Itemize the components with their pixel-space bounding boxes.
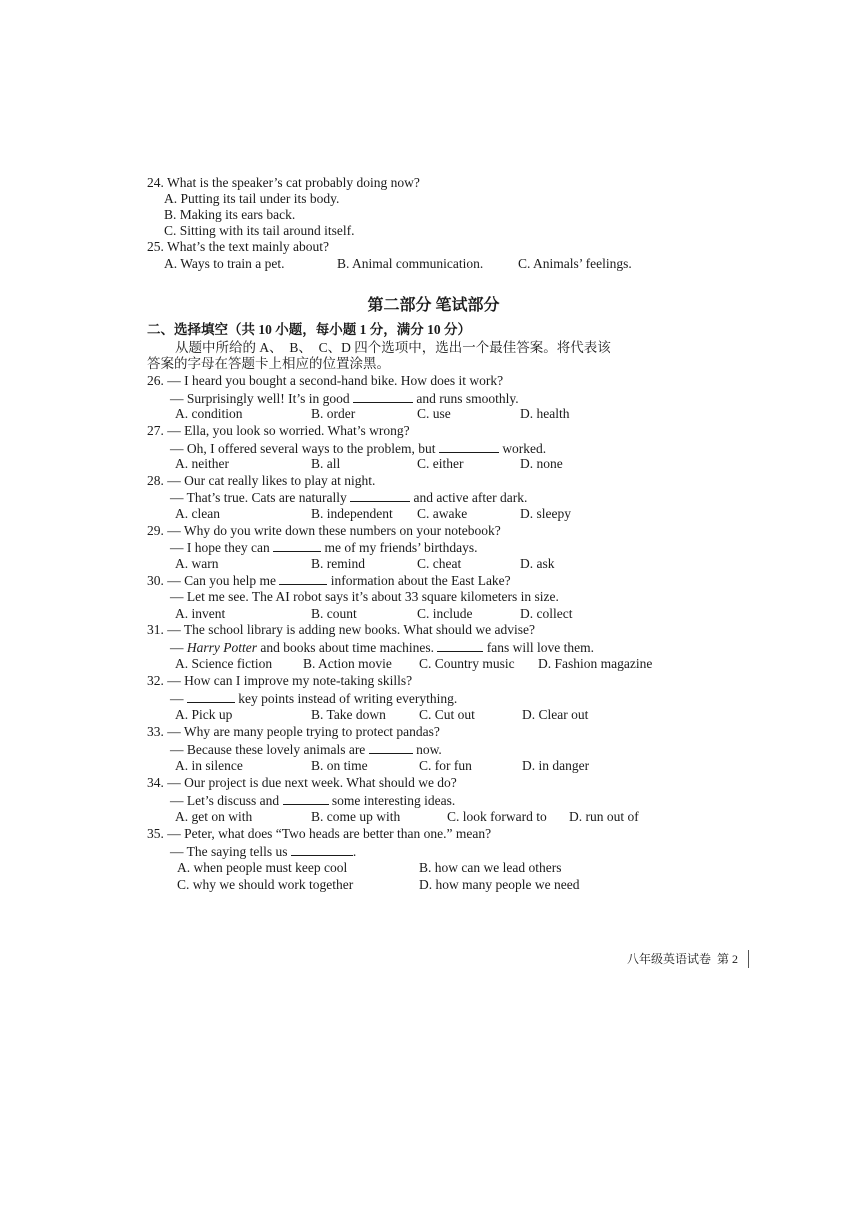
page-footer: 八年级英语试卷 第 2	[627, 952, 742, 966]
question-30-line-1: 30. — Can you help me information about the East Lake?	[147, 573, 511, 588]
question-32-option-b: B. Take down	[311, 707, 386, 722]
question-33-line-1: 33. — Why are many people trying to protect pandas?	[147, 724, 440, 739]
question-31-line-1: 31. — The school library is adding new books. What should we advise?	[147, 622, 535, 637]
question-32-line-2: — key points instead of writing everything.	[170, 691, 458, 706]
section-instruction-line-2: 答案的字母在答题卡上相应的位置涂黑。	[147, 356, 390, 371]
question-28-option-c: C. awake	[417, 506, 468, 521]
answer-blank	[369, 741, 413, 754]
question-29-option-b: B. remind	[311, 556, 365, 571]
question-28-option-a: A. clean	[175, 506, 220, 521]
question-33-option-a: A. in silence	[175, 758, 243, 773]
question-33-option-b: B. on time	[311, 758, 368, 773]
answer-blank	[353, 390, 413, 403]
answer-blank	[187, 690, 235, 703]
question-26-option-b: B. order	[311, 406, 356, 421]
question-33-line-2: — Because these lovely animals are now.	[170, 742, 442, 757]
question-28-line-2: — That’s true. Cats are naturally and active after dark.	[170, 490, 528, 505]
question-27-line-1: 27. — Ella, you look so worried. What’s wrong?	[147, 423, 410, 438]
question-30-option-b: B. count	[311, 606, 357, 621]
question-35-line-2: — The saying tells us .	[170, 844, 357, 859]
question-34-option-c: C. look forward to	[447, 809, 547, 824]
question-29-line-1: 29. — Why do you write down these numbers on your notebook?	[147, 523, 501, 538]
question-27-option-b: B. all	[311, 456, 341, 471]
question-34-line-2: — Let’s discuss and some interesting ideas.	[170, 793, 456, 808]
question-26-line-2: — Surprisingly well! It’s in good and runs smoothly.	[170, 391, 519, 406]
question-28-option-b: B. independent	[311, 506, 393, 521]
question-31-option-a: A. Science fiction	[175, 656, 273, 671]
question-35-option-d: D. how many people we need	[419, 877, 580, 892]
question-32-line-1: 32. — How can I improve my note-taking skills?	[147, 673, 413, 688]
section-instruction-line-1: 从题中所给的 A、 B、 C、D 四个选项中，选出一个最佳答案。将代表该	[175, 340, 611, 355]
question-33-option-c: C. for fun	[419, 758, 472, 773]
question-26-option-a: A. condition	[175, 406, 243, 421]
question-25-stem: 25. What’s the text mainly about?	[147, 239, 329, 254]
question-35-option-a: A. when people must keep cool	[177, 860, 348, 875]
question-34-line-1: 34. — Our project is due next week. What should we do?	[147, 775, 457, 790]
question-32-option-d: D. Clear out	[522, 707, 589, 722]
question-35-line-1: 35. — Peter, what does “Two heads are better than one.” mean?	[147, 826, 492, 841]
question-34-option-b: B. come up with	[311, 809, 401, 824]
question-31-option-c: C. Country music	[419, 656, 515, 671]
question-33-option-d: D. in danger	[522, 758, 590, 773]
question-30-line-2: — Let me see. The AI robot says it’s about 33 square kilometers in size.	[170, 589, 559, 604]
question-31-option-d: D. Fashion magazine	[538, 656, 653, 671]
question-25-option-b: B. Animal communication.	[337, 256, 484, 271]
question-30-option-a: A. invent	[175, 606, 226, 621]
question-35-option-c: C. why we should work together	[177, 877, 354, 892]
question-34-option-a: A. get on with	[175, 809, 253, 824]
question-27-option-a: A. neither	[175, 456, 229, 471]
question-35-option-b: B. how can we lead others	[419, 860, 562, 875]
question-26-option-d: D. health	[520, 406, 570, 421]
answer-blank	[283, 792, 329, 805]
question-29-option-d: D. ask	[520, 556, 555, 571]
question-24-stem: 24. What is the speaker’s cat probably doing now?	[147, 175, 420, 190]
answer-blank	[291, 843, 353, 856]
answer-blank	[437, 639, 483, 652]
scan-edge-mark	[748, 950, 749, 968]
question-27-option-c: C. either	[417, 456, 464, 471]
question-29-line-2: — I hope they can me of my friends’ birthdays.	[170, 540, 478, 555]
question-26-option-c: C. use	[417, 406, 451, 421]
question-29-option-c: C. cheat	[417, 556, 462, 571]
question-27-option-d: D. none	[520, 456, 563, 471]
part-title: 第二部分 笔试部分	[367, 297, 500, 314]
answer-blank	[439, 440, 499, 453]
answer-blank	[273, 539, 321, 552]
question-28-option-d: D. sleepy	[520, 506, 571, 521]
question-24-option-c: C. Sitting with its tail around itself.	[164, 223, 355, 238]
answer-blank	[279, 572, 327, 585]
question-26-line-1: 26. — I heard you bought a second-hand bike. How does it work?	[147, 373, 504, 388]
question-27-line-2: — Oh, I offered several ways to the problem, but worked.	[170, 441, 547, 456]
question-30-option-c: C. include	[417, 606, 473, 621]
question-31-line-2: — Harry Potter and books about time machines. fans will love them.	[170, 640, 594, 655]
question-32-option-c: C. Cut out	[419, 707, 475, 722]
section-heading: 二、选择填空（共 10 小题，每小题 1 分，满分 10 分）	[147, 322, 471, 337]
question-25-option-a: A. Ways to train a pet.	[164, 256, 285, 271]
question-24-option-a: A. Putting its tail under its body.	[164, 191, 340, 206]
answer-blank	[350, 489, 410, 502]
question-28-line-1: 28. — Our cat really likes to play at night.	[147, 473, 376, 488]
question-32-option-a: A. Pick up	[175, 707, 233, 722]
question-31-option-b: B. Action movie	[303, 656, 392, 671]
question-24-option-b: B. Making its ears back.	[164, 207, 296, 222]
question-30-option-d: D. collect	[520, 606, 573, 621]
question-25-option-c: C. Animals’ feelings.	[518, 256, 632, 271]
question-34-option-d: D. run out of	[569, 809, 639, 824]
question-29-option-a: A. warn	[175, 556, 219, 571]
